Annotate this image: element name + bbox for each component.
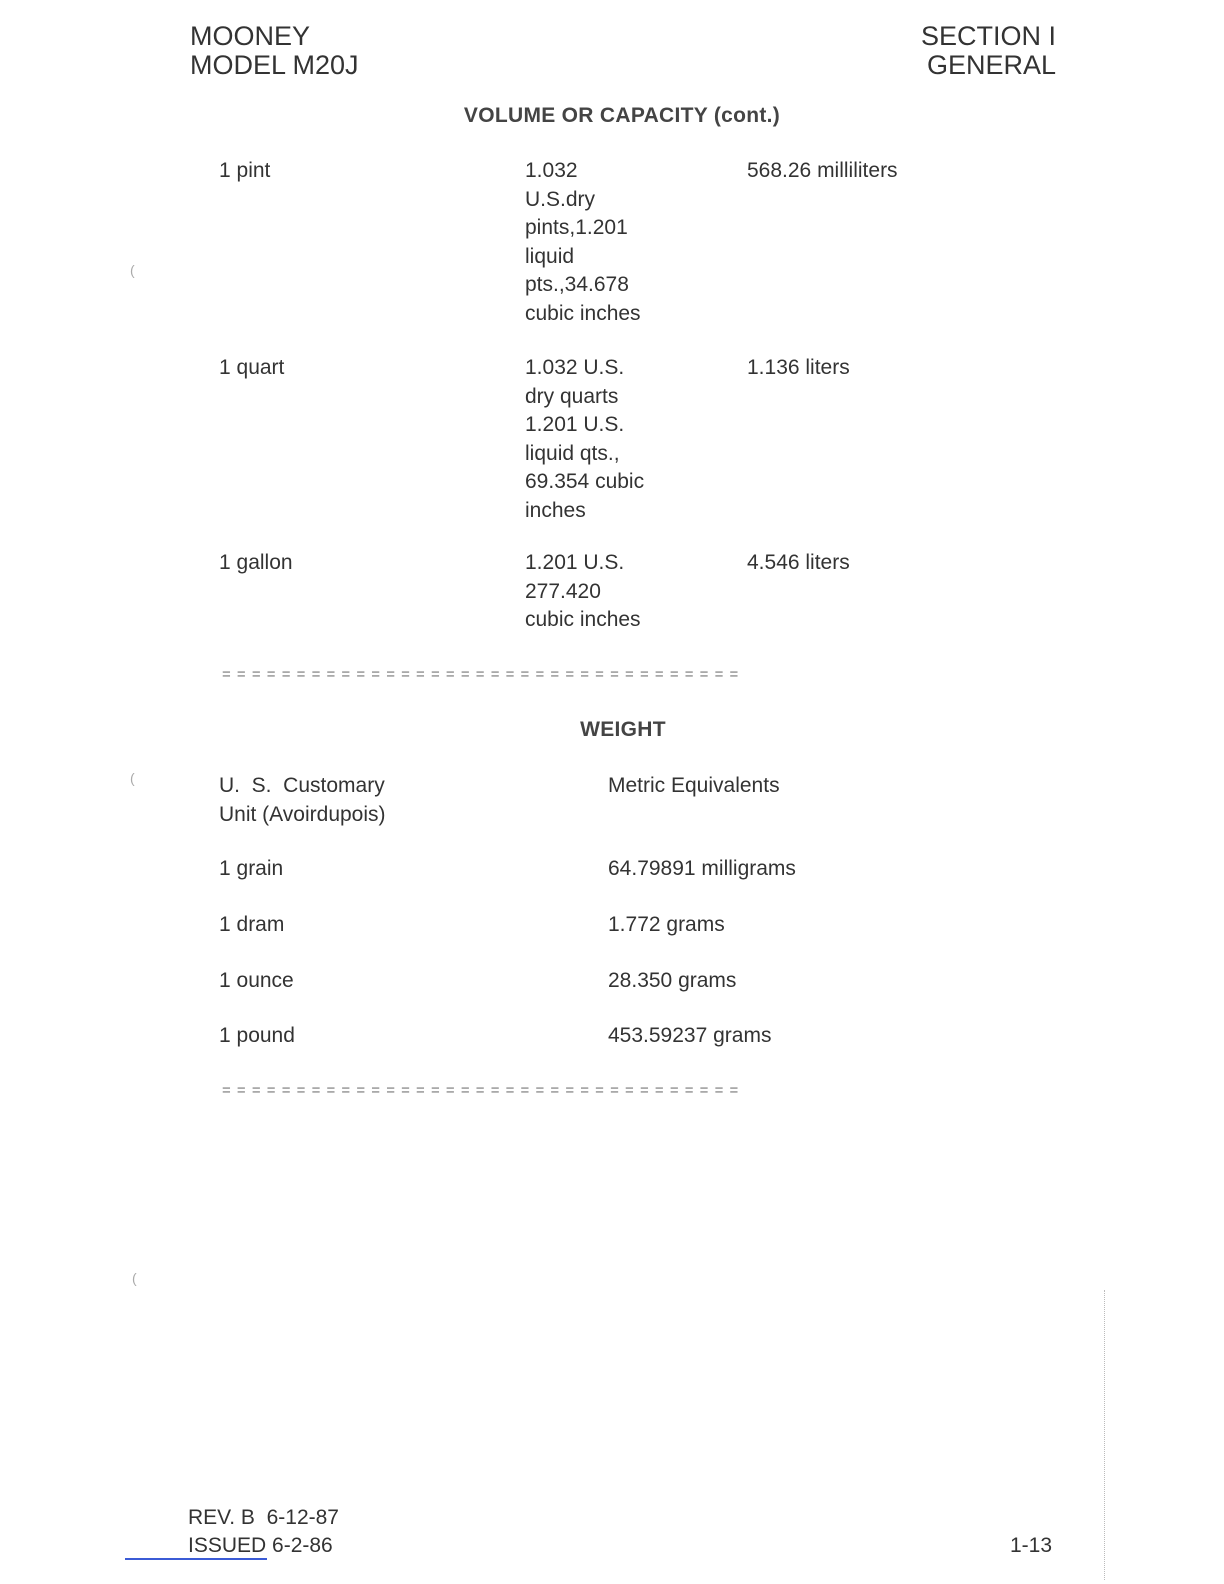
- volume-row-gallon-metric: 4.546 liters: [747, 551, 850, 574]
- scan-mark: (: [132, 1270, 137, 1286]
- us-line: 277.420: [525, 579, 601, 603]
- page-number: 1-13: [1009, 1534, 1052, 1557]
- volume-row-quart-us: [525, 354, 670, 525]
- us-line: 69.354 cubic: [525, 470, 645, 493]
- scan-mark: (: [130, 770, 135, 786]
- us-line: cubic inches: [525, 608, 641, 631]
- separator-line: = = = = = = = = = = = = = = = = = = = = = = = = = = = = = = = = = = =: [222, 1082, 740, 1099]
- volume-title: VOLUME OR CAPACITY (cont.): [463, 104, 781, 127]
- scan-edge-line: [1104, 1290, 1105, 1580]
- us-line: pints,1.201: [525, 216, 628, 239]
- section-name: GENERAL: [926, 50, 1056, 80]
- weight-col1-header: [219, 772, 386, 829]
- scan-mark: (: [130, 262, 135, 278]
- header-left: [190, 22, 359, 80]
- volume-row-quart-metric: 1.136 liters: [747, 356, 850, 379]
- header-line: U. S. Customary: [219, 774, 385, 797]
- weight-title: WEIGHT: [580, 718, 666, 741]
- issued-date: ISSUED 6-2-86: [188, 1534, 333, 1557]
- weight-row-dram-metric: 1.772 grams: [608, 913, 725, 936]
- header-right: [921, 22, 1056, 80]
- us-line: inches: [525, 498, 586, 522]
- us-line: cubic inches: [525, 301, 641, 325]
- weight-row-grain-metric: 64.79891 milligrams: [608, 857, 796, 880]
- header-line: Unit (Avoirdupois): [219, 802, 386, 826]
- volume-row-gallon-unit: 1 gallon: [219, 551, 293, 574]
- us-line: liquid: [525, 244, 575, 268]
- volume-row-pint-metric: 568.26 milliliters: [747, 159, 898, 182]
- separator-line: = = = = = = = = = = = = = = = = = = = = = = = = = = = = = = = = = = =: [222, 666, 740, 683]
- us-line: liquid qts.,: [525, 441, 620, 465]
- volume-row-quart-unit: 1 quart: [219, 356, 285, 379]
- volume-row-pint-us: [525, 157, 670, 328]
- footer-left: [188, 1504, 339, 1560]
- weight-row-ounce-metric: 28.350 grams: [608, 969, 737, 992]
- model: MODEL M20J: [190, 50, 359, 80]
- weight-row-grain-unit: 1 grain: [219, 857, 284, 880]
- manufacturer: MOONEY: [190, 21, 311, 51]
- us-line: U.S.dry: [525, 187, 596, 211]
- footer-underline: [125, 1558, 267, 1560]
- us-line: 1.032 U.S.: [525, 356, 625, 379]
- revision: REV. B 6-12-87: [188, 1506, 339, 1529]
- us-line: 1.032: [525, 159, 578, 182]
- weight-row-pound-metric: 453.59237 grams: [608, 1024, 772, 1047]
- volume-row-pint-unit: 1 pint: [219, 159, 271, 182]
- us-line: 1.201 U.S.: [525, 551, 625, 574]
- volume-row-gallon-us: [525, 549, 670, 635]
- weight-row-pound-unit: 1 pound: [219, 1024, 295, 1047]
- weight-col2-header: Metric Equivalents: [608, 774, 780, 797]
- section-number: SECTION I: [920, 21, 1056, 51]
- us-line: pts.,34.678: [525, 273, 629, 296]
- us-line: 1.201 U.S.: [525, 413, 625, 436]
- weight-row-dram-unit: 1 dram: [219, 913, 285, 936]
- weight-row-ounce-unit: 1 ounce: [219, 969, 294, 992]
- us-line: dry quarts: [525, 384, 619, 408]
